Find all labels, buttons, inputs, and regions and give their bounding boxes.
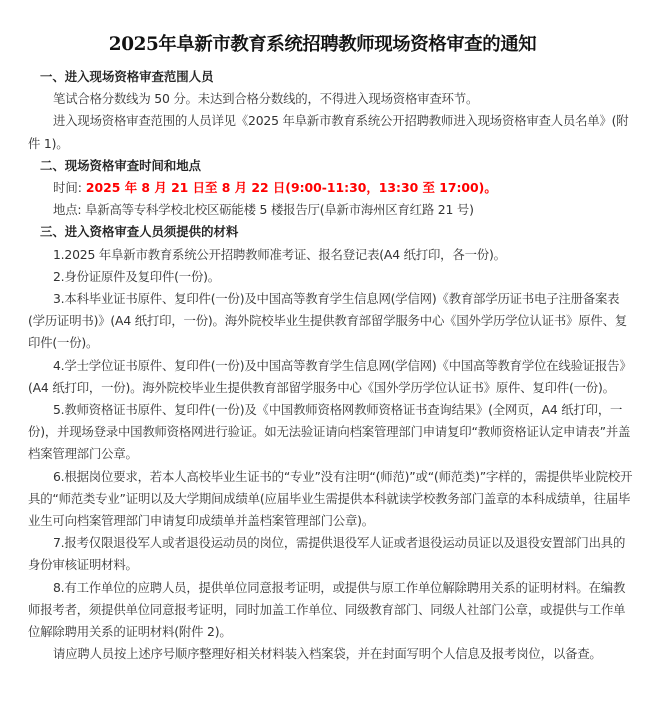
section-1-heading: 一、进入现场资格审查范围人员 xyxy=(40,69,214,84)
material-item: 5.教师资格证书原件、复印件(一份)及《中国教师资格网教师资格证书查询结果》(全网页，A4 纸打印，一份)，并现场登录中国教师资格网进行验证。如无法验证请向档案管理部门申请复印“教师资格证认定申请表”并盖档案管理部门公章。 xyxy=(28,402,631,462)
section-2-heading: 二、现场资格审查时间和地点 xyxy=(40,157,202,173)
location-value: 阜新高等专科学校北校区砺能楼 5 楼报告厅(阜新市海州区育红路 21 号) xyxy=(85,202,474,218)
material-item: 1.2025 年阜新市教育系统公开招聘教师准考证、报名登记表(A4 纸打印，各一份)。 xyxy=(53,246,506,262)
material-item: 7.报考仅限退役军人或者退役运动员的岗位，需提供退役军人证或者退役运动员证以及退役安置部门出具的身份审核证明材料。 xyxy=(28,535,626,573)
section-3-heading: 三、进入资格审查人员须提供的材料 xyxy=(40,224,239,240)
material-item: 3.本科毕业证书原件、复印件(一份)及中国高等教育学生信息网(学信网)《教育部学历证书电子注册备案表(学历证明书)》(A4 纸打印，一份)。海外院校毕业生提供教育部留学服务中心《国外学历学位认证书》原件、复印件(一份)。 xyxy=(28,291,628,351)
material-item: 8.有工作单位的应聘人员，提供单位同意报考证明，或提供与原工作单位解除聘用关系的证明材料。在编教师报考者，须提供单位同意报考证明，同时加盖工作单位、同级教育部门、同级人社部门公章，或提供与工作单位解除聘用关系的证明材料(附件 2)。 xyxy=(28,579,626,640)
location-label: 地点: xyxy=(53,202,82,218)
material-item: 6.根据岗位要求，若本人高校毕业生证书的“专业”没有注明“(师范)”或“(师范类)”字样的，需提供毕业院校开具的“师范类专业”证明以及大学期间成绩单(应届毕业生需提供本科就读学校教务部门盖章的本科成绩单，往届毕业生可向档案管理部门申请复印成绩单并盖档案管理部门公章)。 xyxy=(28,468,633,529)
material-item: 2.身份证原件及复印件(一份)。 xyxy=(53,268,220,284)
time-label: 时间: xyxy=(53,180,82,196)
exam-location-line xyxy=(53,199,633,221)
document-title: 2025年阜新市教育系统招聘教师现场资格审查的通知 xyxy=(108,34,537,55)
closing-note: 请应聘人员按上述序号顺序整理好相关材料装入档案袋，并在封面写明个人信息及报考岗位，以备查。 xyxy=(53,646,602,662)
exam-time-line xyxy=(53,177,633,199)
time-value: 2025 年 8 月 21 日至 8 月 22 日(9:00-11:30，13:30 至 17:00)。 xyxy=(85,180,497,196)
material-item: 4.学士学位证书原件、复印件(一份)及中国高等教育学生信息网(学信网)《中国高等教育学位在线验证报告》(A4 纸打印，一份)。海外院校毕业生提供教育部留学服务中心《国外学历学位认证书》原件、复印件(一份)。 xyxy=(28,357,632,395)
section-1-paragraph: 进入现场资格审查范围的人员详见《2025 年阜新市教育系统公开招聘教师进入现场资格审查人员名单》(附件 1)。 xyxy=(28,113,629,151)
section-1-paragraph: 笔试合格分数线为 50 分。未达到合格分数线的，不得进入现场资格审查环节。 xyxy=(53,91,479,107)
